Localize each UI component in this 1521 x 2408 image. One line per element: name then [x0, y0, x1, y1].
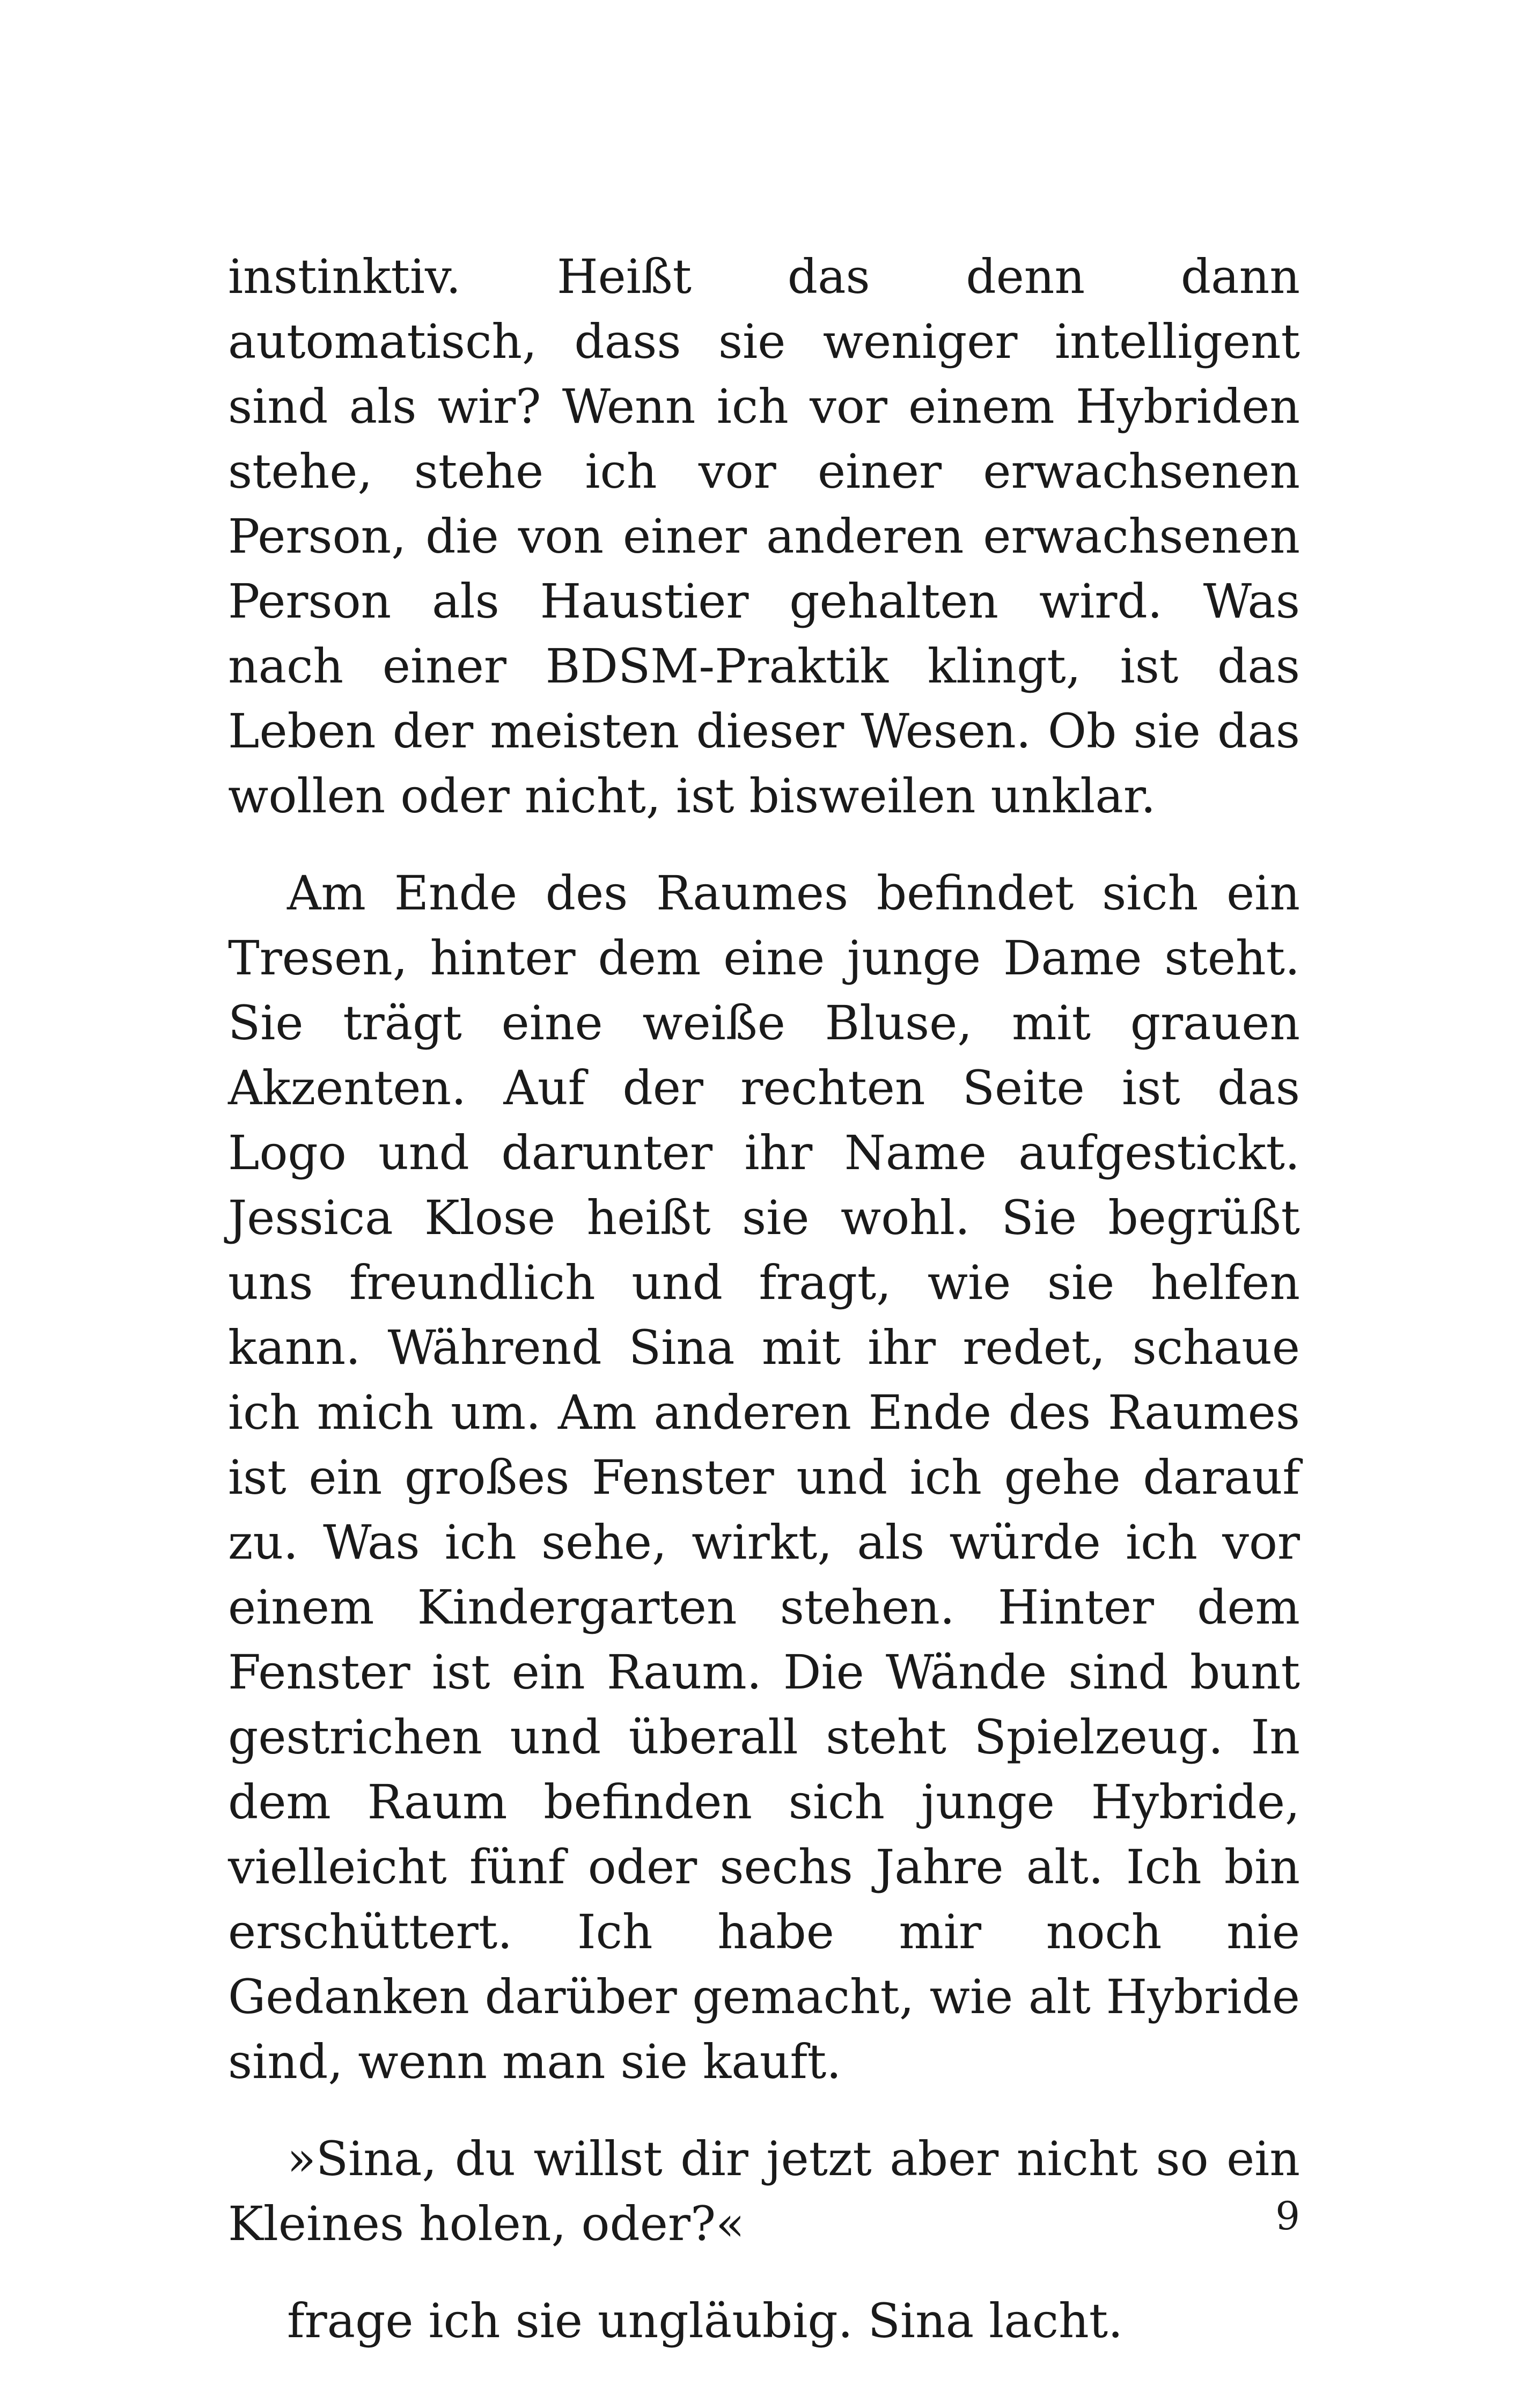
paragraph-2: Am Ende des Raumes befindet sich ein Tresen, hinter dem eine junge Dame steht. Sie trägt eine weiße Bluse, mit grauen Akzenten. Auf der rechten Seite ist das Logo und darunter ihr Name aufgestickt. Jessica Klose heißt sie wohl. Sie begrüßt uns freundlich und fragt, wie sie helfen kann. Während Sina mit ihr redet, schaue ich mich um. Am anderen Ende des Raumes ist ein großes Fenster und ich gehe darauf zu. Was ich sehe, wirkt, als würde ich vor einem Kindergarten stehen. Hinter dem Fenster ist ein Raum. Die Wände sind bunt gestrichen und überall steht Spielzeug. In dem Raum befinden sich junge Hybride, vielleicht fünf oder sechs Jahre alt. Ich bin erschüttert. Ich habe mir noch nie Gedanken darüber gemacht, wie alt Hybride sind, wenn man sie kauft.: [228, 865, 1300, 2089]
body-text: [228, 244, 1300, 2353]
page-number: 9: [1275, 2193, 1300, 2238]
paragraph-1: instinktiv. Heißt das denn dann automatisch, dass sie weniger intelligent sind als wir? Wenn ich vor einem Hybriden stehe, stehe ich vor einer erwachsenen Person, die von einer anderen erwachsenen Person als Haustier gehalten wird. Was nach einer BDSM-Praktik klingt, ist das Leben der meisten dieser Wesen. Ob sie das wollen oder nicht, ist bisweilen unklar.: [228, 249, 1300, 824]
paragraph-3: »Sina, du willst dir jetzt aber nicht so ein Kleines holen, oder?«: [228, 2131, 1300, 2251]
paragraph-4: frage ich sie ungläubig. Sina lacht.: [287, 2293, 1123, 2348]
